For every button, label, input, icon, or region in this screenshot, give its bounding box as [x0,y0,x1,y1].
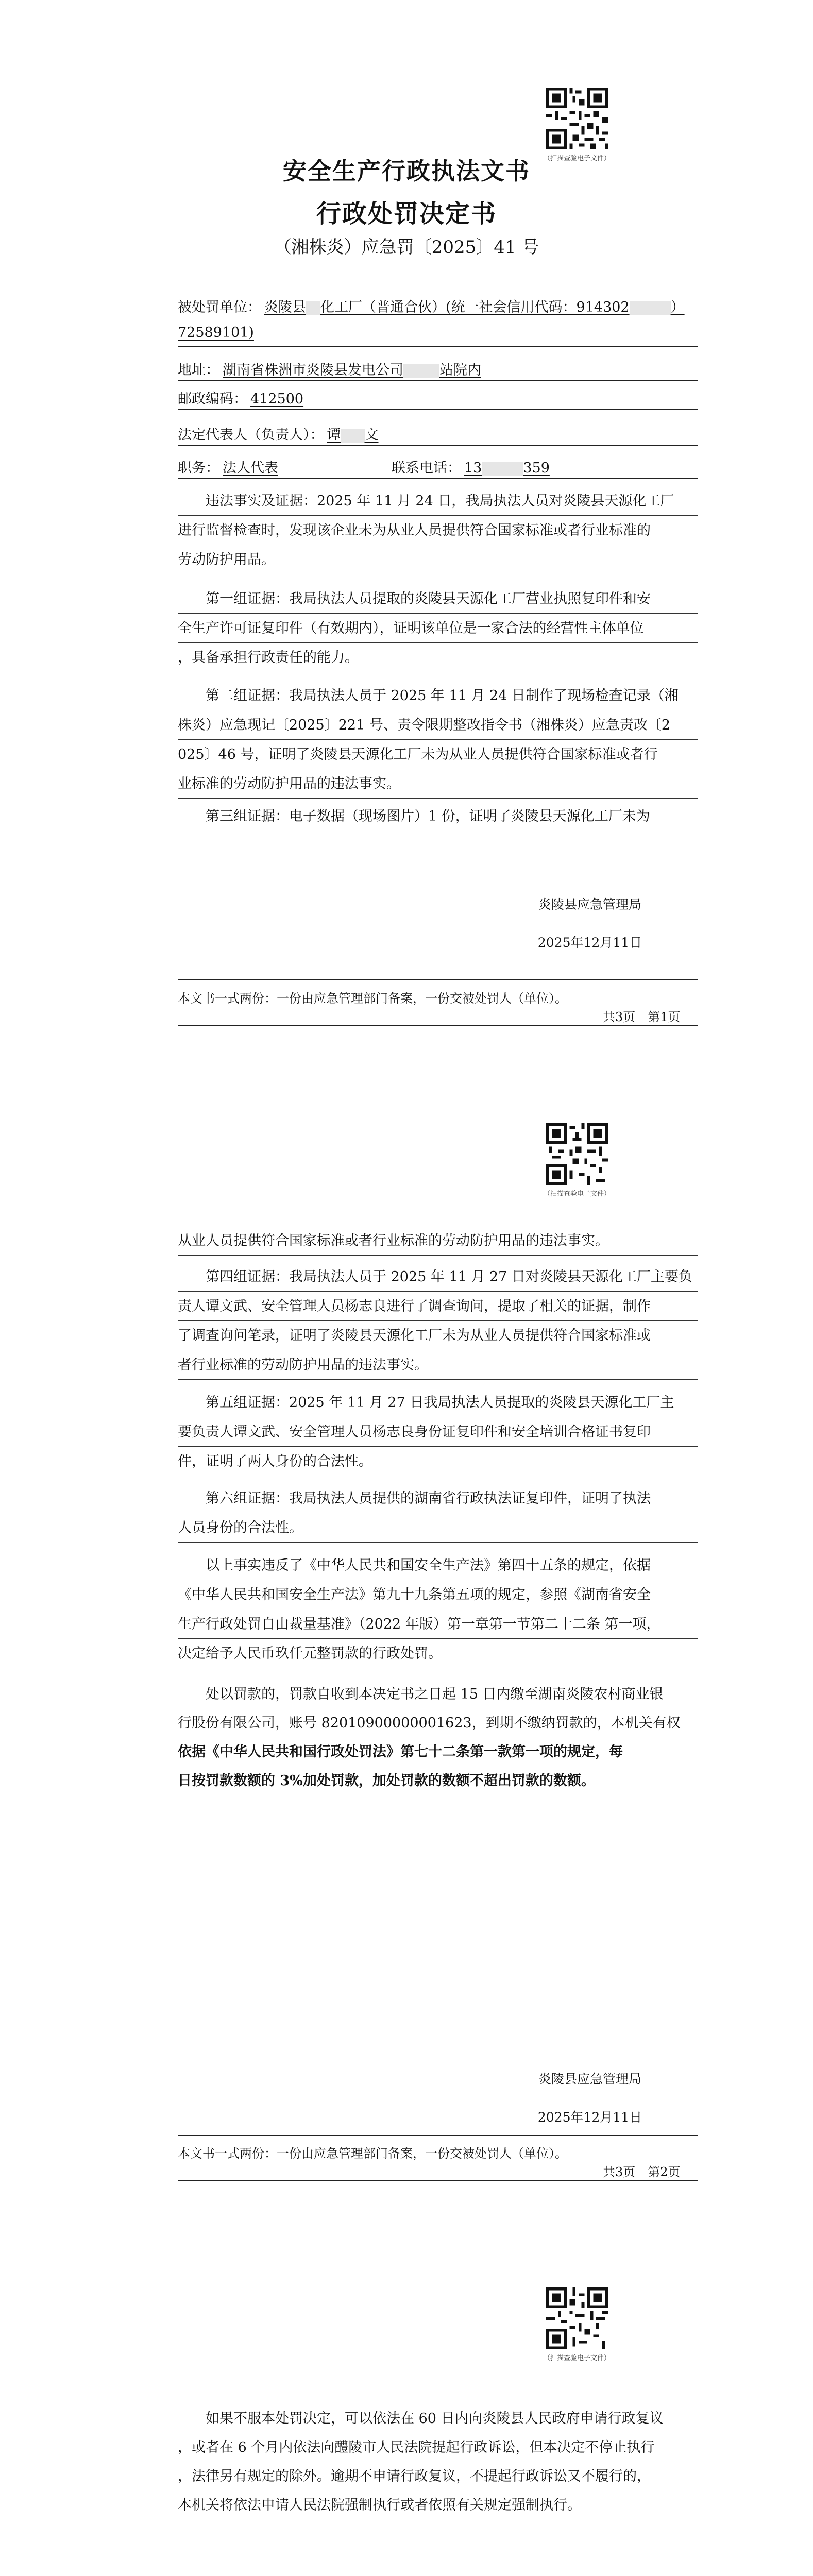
facts-paragraph [178,486,698,574]
facts-line: 劳动防护用品。 [178,545,698,574]
evidence-line: 第四组证据：我局执法人员于 2025 年 11 月 27 日对炎陵县天源化工厂主要负 [178,1262,698,1292]
document-heading: 安全生产行政执法文书 [283,157,530,185]
rep-field [178,423,379,444]
evidence-line: 第一组证据：我局执法人员提取的炎陵县天源化工厂营业执照复印件和安 [178,584,698,614]
redaction-mark [341,429,365,443]
party-value-c: ） [670,299,685,315]
address-value: 湖南省株洲市炎陵县发电公司 [223,362,403,378]
title-value: 法人代表 [223,460,278,476]
phone-field [392,456,550,477]
redaction-mark [306,301,320,315]
facts-line: 违法事实及证据：2025 年 11 月 24 日，我局执法人员对炎陵县天源化工厂 [178,486,698,516]
appeal-line: 本机关将依法申请人民法院强制执行或者依照有关规定强制执行。 [178,2497,581,2513]
zip-label: 邮政编码： [178,391,247,407]
evidence-line: 第五组证据：2025 年 11 月 27 日我局执法人员提取的炎陵县天源化工厂主 [178,1388,698,1417]
redaction-mark [630,301,671,315]
footer-note: 本文书一式两份：一份由应急管理部门备案，一份交被处罚人（单位）。 [178,2146,567,2161]
address-label: 地址： [178,362,219,378]
zip-value: 412500 [250,391,304,407]
payment-paragraph [178,1680,698,1795]
qr-code-graphic [546,2287,608,2349]
evidence-1-paragraph [178,584,698,672]
issuer-name: 炎陵县应急管理局 [538,897,641,912]
evidence-5-paragraph [178,1388,698,1476]
legal-basis-line: 《中华人民共和国安全生产法》第九十九条第五项的规定，参照《湖南省安全 [178,1580,698,1609]
zip-field [178,387,303,408]
field-rule [178,445,698,446]
evidence-line: 要负责人谭文武、安全管理人员杨志良身份证复印件和安全培训合格证书复印 [178,1417,698,1447]
evidence-line: 025〕46 号，证明了炎陵县天源化工厂未为从业人员提供符合国家标准或者行 [178,740,698,769]
footer-rule [178,2180,698,2181]
evidence-6-paragraph [178,1484,698,1543]
evidence-line: 株炎）应急现记〔2025〕221 号、责令限期整改指令书（湘株炎）应急责改〔2 [178,710,698,740]
appeal-line: 如果不服本处罚决定，可以依法在 60 日内向炎陵县人民政府申请行政复议 [206,2411,664,2427]
qr-code-graphic [546,88,608,149]
redaction-mark [403,364,439,378]
issue-date: 2025年12月11日 [537,935,642,950]
rep-value-b: 文 [364,427,379,443]
evidence-line: 了调查询问笔录，证明了炎陵县天源化工厂未为从业人员提供符合国家标准或 [178,1321,698,1350]
qr-code-graphic [546,1123,608,1185]
evidence-line: 者行业标准的劳动防护用品的违法事实。 [178,1350,698,1380]
payment-line: 日按罚款数额的 3%加处罚款，加处罚款的数额不超出罚款的数额。 [178,1773,595,1789]
title-field [178,456,278,477]
phone-value-b: 359 [523,460,550,476]
qr-code [546,2287,608,2349]
address-value-b: 站院内 [439,362,481,378]
evidence-line: 全生产许可证复印件（有效期内），证明该单位是一家合法的经营性主体单位 [178,614,698,643]
evidence-line: ，具备承担行政责任的能力。 [178,643,698,672]
legal-basis-paragraph [178,1551,698,1668]
qr-code [546,88,608,149]
party-field [178,296,685,316]
party-value-d: 72589101) [178,325,254,341]
appeal-line: ，或者在 6 个月内依法向醴陵市人民法院提起行政诉讼，但本决定不停止执行 [178,2439,655,2455]
qr-caption: （扫描查验电子文件） [543,1190,611,1198]
redaction-mark [482,462,523,476]
rep-label: 法定代表人（负责人）： [178,427,324,443]
evidence-4-paragraph [178,1262,698,1380]
evidence-line: 责人谭文武、安全管理人员杨志良进行了调查询问，提取了相关的证据，制作 [178,1292,698,1321]
evidence-line: 业标准的劳动防护用品的违法事实。 [178,769,698,799]
evidence-line: 第六组证据：我局执法人员提供的湖南省行政执法证复印件，证明了执法 [178,1484,698,1513]
document-page-2 [0,1123,813,2246]
appeal-line: ，法律另有规定的除外。逾期不申请行政复议，不提起行政诉讼又不履行的， [178,2468,651,2484]
appeal-paragraph [178,2404,698,2519]
qr-caption: （扫描查验电子文件） [543,2354,611,2362]
party-field-cont [178,325,254,341]
evidence-line: 第二组证据：我局执法人员于 2025 年 11 月 24 日制作了现场检查记录（湘 [178,681,698,710]
field-rule [178,346,698,347]
payment-line: 处以罚款的，罚款自收到本决定书之日起 15 日内缴至湖南炎陵农村商业银 [206,1686,664,1702]
field-rule [178,380,698,381]
title-label: 职务： [178,460,219,476]
evidence-line: 人员身份的合法性。 [178,1513,698,1543]
document-page-3 [0,2287,813,2576]
legal-basis-line: 生产行政处罚自由裁量基准》（2022 年版）第一章第一节第二十二条 第一项， [178,1609,698,1639]
evidence-line: 件，证明了两人身份的合法性。 [178,1447,698,1476]
document-type-title: 行政处罚决定书 [316,199,497,228]
footer-rule [178,979,698,980]
rep-value: 谭 [327,427,341,443]
signature-block [513,2069,667,2126]
document-page-1 [0,0,813,1097]
footer-note: 本文书一式两份：一份由应急管理部门备案，一份交被处罚人（单位）。 [178,991,567,1006]
issue-date: 2025年12月11日 [537,2110,642,2125]
qr-code [546,1123,608,1185]
facts-line: 进行监督检查时，发现该企业未为从业人员提供符合国家标准或者行业标准的 [178,516,698,545]
phone-label: 联系电话： [392,460,461,476]
payment-line: 依据《中华人民共和国行政处罚法》第七十二条第一款第一项的规定，每 [178,1744,623,1760]
signature-block [513,894,667,951]
evidence-3-paragraph [178,802,698,831]
footer-rule [178,2135,698,2136]
issuer-name: 炎陵县应急管理局 [538,2072,641,2087]
footer-rule [178,1025,698,1026]
party-value-b: 化工厂（普通合伙）(统一社会信用代码：914302 [320,299,630,315]
page-number: 共3页 第1页 [603,1010,681,1024]
legal-basis-line: 以上事实违反了《中华人民共和国安全生产法》第四十五条的规定，依据 [178,1551,698,1580]
evidence-2-paragraph [178,681,698,799]
field-rule [178,478,698,479]
address-field [178,359,481,379]
payment-line: 行股份有限公司，账号 82010900000001623，到期不缴纳罚款的，本机关有权 [178,1715,681,1731]
party-value-a: 炎陵县 [264,299,306,315]
evidence-line: 第三组证据：电子数据（现场图片）1 份，证明了炎陵县天源化工厂未为 [178,802,698,831]
continued-paragraph [178,1226,698,1256]
document-number: （湘株炎）应急罚〔2025〕41 号 [274,237,539,258]
continued-line: 从业人员提供符合国家标准或者行业标准的劳动防护用品的违法事实。 [178,1226,698,1256]
page-number: 共3页 第2页 [603,2165,681,2179]
phone-value-a: 13 [464,460,482,476]
field-rule [178,409,698,410]
qr-caption: （扫描查验电子文件） [543,155,611,162]
legal-basis-line: 决定给予人民币玖仟元整罚款的行政处罚。 [178,1639,698,1668]
party-label: 被处罚单位： [178,299,261,315]
